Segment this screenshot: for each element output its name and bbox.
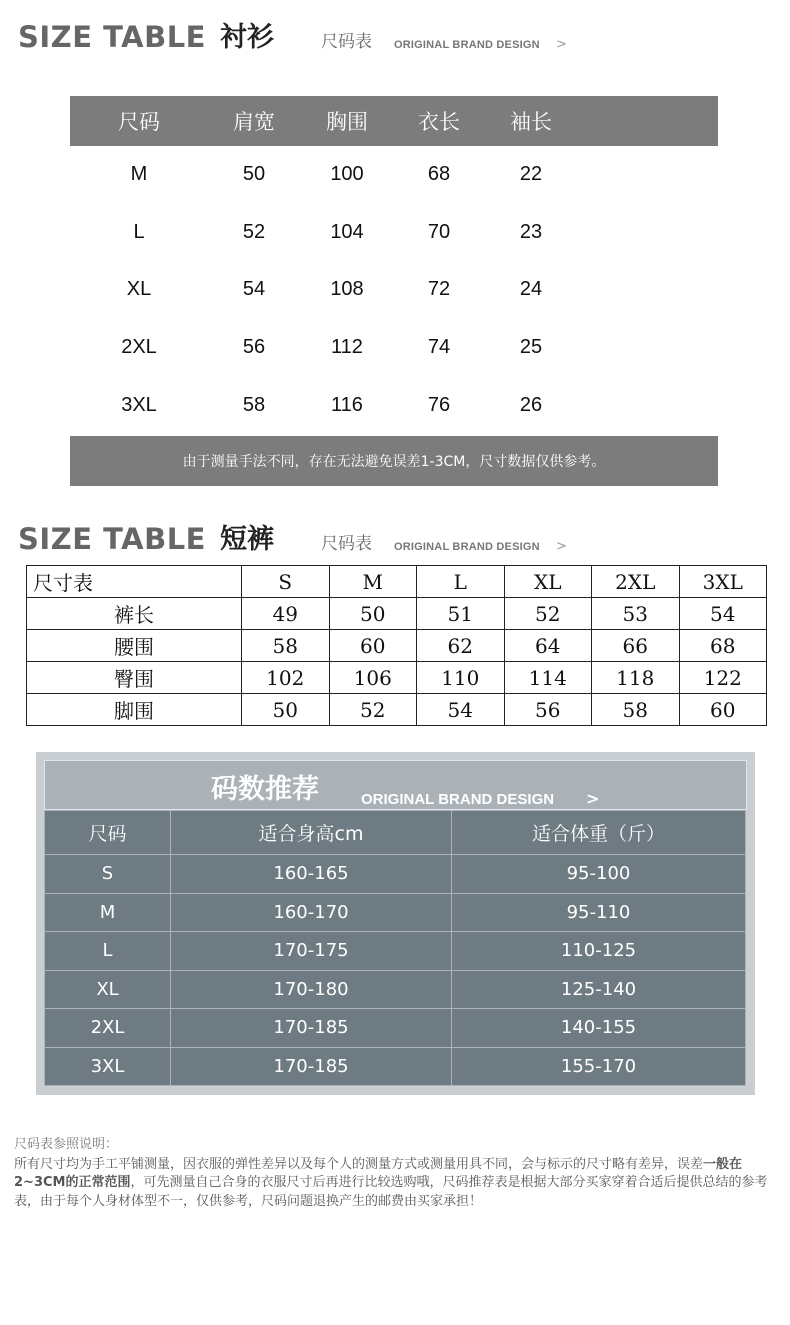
rec-cell: 170-180	[171, 970, 452, 1009]
shorts-subtitle: 尺码表	[321, 534, 372, 554]
shorts-header-cell: M	[329, 566, 417, 598]
shorts-cell: 118	[592, 662, 680, 694]
shorts-cell: 106	[329, 662, 417, 694]
rec-cell: L	[45, 932, 171, 971]
shorts-cell: 68	[679, 630, 767, 662]
chevron-right-icon: >	[586, 789, 600, 808]
shorts-cell: 52	[504, 598, 592, 630]
table-row	[27, 662, 767, 694]
shorts-cell: 53	[592, 598, 680, 630]
shirt-cell: 100	[330, 163, 364, 186]
shirt-cell: XL	[126, 278, 152, 301]
table-row	[70, 146, 718, 204]
shirt-subtitle: 尺码表	[321, 32, 372, 52]
shorts-cell: 50	[329, 598, 417, 630]
recommendation-title: 码数推荐	[211, 774, 319, 805]
shorts-header-cell: 2XL	[592, 566, 680, 598]
table-row	[27, 694, 767, 726]
shirt-header-cell: 袖长	[510, 110, 552, 134]
rec-cell: 160-170	[171, 893, 452, 932]
rec-cell: M	[45, 893, 171, 932]
shirt-header-cell: 衣长	[418, 110, 460, 134]
shorts-cell: 110	[417, 662, 505, 694]
notes-highlight: 一般在2~3CM的正常范围	[14, 1156, 743, 1190]
shorts-header-cell: S	[242, 566, 330, 598]
rec-cell: 155-170	[452, 1047, 746, 1086]
shirt-cell: 58	[242, 393, 266, 416]
notes-text-b: ，可先测量自己合身的衣服尺寸后再进行比较选购哦，尺码推荐表是根据大部分买家穿着合适后提供总结的参考表，由于每个人身材体型不一，仅供参考，尺码问题退换产生的邮费由买家承担！	[14, 1175, 768, 1209]
shorts-brand-text: ORIGINAL BRAND DESIGN	[394, 541, 540, 553]
notes-body	[14, 1156, 778, 1212]
shorts-row-label: 腰围	[27, 630, 242, 662]
recommendation-table	[44, 810, 746, 1086]
shirt-cell: 26	[519, 393, 543, 416]
rec-cell: 125-140	[452, 970, 746, 1009]
shorts-cell: 54	[679, 598, 767, 630]
shirt-cell: 112	[331, 336, 363, 359]
shorts-cell: 60	[329, 630, 417, 662]
shorts-cell: 62	[417, 630, 505, 662]
size-reference-notes	[14, 1136, 778, 1211]
rec-cell: 170-175	[171, 932, 452, 971]
shirt-cell: 54	[242, 278, 266, 301]
table-row	[27, 566, 767, 598]
shirt-cell: 68	[427, 163, 451, 186]
shorts-header-cell: 尺寸表	[27, 566, 242, 598]
table-row	[70, 204, 718, 262]
shorts-cell: 64	[504, 630, 592, 662]
shorts-cell: 114	[504, 662, 592, 694]
shirt-cell: 72	[427, 278, 451, 301]
recommendation-brand-text: ORIGINAL BRAND DESIGN	[361, 791, 555, 808]
rec-cell: 110-125	[452, 932, 746, 971]
shorts-cell: 49	[242, 598, 330, 630]
shirt-size-table	[70, 96, 718, 486]
table-row	[45, 893, 746, 932]
shirt-cell: 76	[427, 393, 451, 416]
shorts-header-cell: XL	[504, 566, 592, 598]
shirt-cell: 3XL	[121, 393, 157, 416]
shorts-cell: 56	[504, 694, 592, 726]
shirt-cell: 50	[242, 163, 266, 186]
shorts-cell: 122	[679, 662, 767, 694]
shirt-section-header	[18, 14, 567, 54]
shirt-cell: 24	[519, 278, 543, 301]
shirt-measurement-note: 由于测量手法不同，存在无法避免误差1-3CM，尺寸数据仅供参考。	[70, 436, 718, 486]
table-row	[27, 598, 767, 630]
shirt-table-header	[70, 96, 718, 146]
rec-cell: 95-110	[452, 893, 746, 932]
shorts-row-label: 臀围	[27, 662, 242, 694]
rec-header-cell: 适合身高cm	[171, 811, 452, 855]
shirt-cell: 56	[242, 336, 266, 359]
table-row	[45, 1047, 746, 1086]
shirt-header-cell: 尺码	[118, 110, 160, 134]
shorts-cell: 54	[417, 694, 505, 726]
notes-title: 尺码表参照说明：	[14, 1137, 119, 1152]
table-row	[70, 376, 718, 434]
rec-cell: XL	[45, 970, 171, 1009]
shirt-header-cell: 肩宽	[233, 110, 275, 134]
table-row	[45, 932, 746, 971]
chevron-right-icon: >	[556, 37, 567, 52]
table-row	[45, 1009, 746, 1048]
chevron-right-icon: >	[556, 539, 567, 554]
shorts-cell: 58	[592, 694, 680, 726]
rec-cell: 170-185	[171, 1047, 452, 1086]
table-row	[70, 261, 718, 319]
shorts-header-cell: L	[417, 566, 505, 598]
shorts-size-table	[26, 565, 767, 726]
notes-text-a: 所有尺寸均为手工平铺测量，因衣服的弹性差异以及每个人的测量方式或测量用具不同，会与标示的尺寸略有差异，误差	[14, 1156, 704, 1172]
shorts-section-header	[18, 516, 567, 556]
shorts-cell: 58	[242, 630, 330, 662]
shirt-cell: 108	[330, 278, 364, 301]
shorts-title-cn: 短裤	[219, 524, 274, 555]
shirt-brand-text: ORIGINAL BRAND DESIGN	[394, 39, 540, 51]
shirt-cell: 52	[242, 220, 266, 243]
table-row	[45, 811, 746, 855]
table-row	[45, 970, 746, 1009]
recommendation-banner	[44, 760, 747, 810]
shorts-cell: 66	[592, 630, 680, 662]
rec-cell: 95-100	[452, 855, 746, 894]
table-row	[45, 855, 746, 894]
shorts-row-label: 脚围	[27, 694, 242, 726]
rec-header-cell: 适合体重（斤）	[452, 811, 746, 855]
rec-cell: 170-185	[171, 1009, 452, 1048]
shorts-header-cell: 3XL	[679, 566, 767, 598]
shirt-header-cell: 胸围	[326, 110, 368, 134]
table-row	[70, 319, 718, 377]
rec-cell: S	[45, 855, 171, 894]
shorts-cell: 52	[329, 694, 417, 726]
shirt-cell: 116	[331, 393, 363, 416]
rec-cell: 3XL	[45, 1047, 171, 1086]
rec-header-cell: 尺码	[45, 811, 171, 855]
shorts-row-label: 裤长	[27, 598, 242, 630]
shirt-cell: 104	[330, 220, 364, 243]
shorts-cell: 51	[417, 598, 505, 630]
shorts-cell: 50	[242, 694, 330, 726]
shirt-cell: 23	[519, 220, 543, 243]
size-recommendation-panel	[36, 752, 755, 1095]
rec-cell: 160-165	[171, 855, 452, 894]
shirt-cell: 2XL	[121, 336, 157, 359]
shirt-cell: L	[133, 220, 145, 243]
rec-cell: 140-155	[452, 1009, 746, 1048]
shirt-cell: 22	[519, 163, 543, 186]
shirt-cell: 70	[427, 220, 451, 243]
shirt-title-en: SIZE TABLE	[18, 20, 206, 54]
shirt-cell: M	[130, 163, 148, 186]
rec-cell: 2XL	[45, 1009, 171, 1048]
shorts-title-en: SIZE TABLE	[18, 522, 206, 556]
shirt-cell: 74	[427, 336, 451, 359]
shorts-cell: 60	[679, 694, 767, 726]
shorts-cell: 102	[242, 662, 330, 694]
shirt-cell: 25	[519, 336, 543, 359]
shirt-title-cn: 衬衫	[219, 22, 274, 53]
table-row	[27, 630, 767, 662]
